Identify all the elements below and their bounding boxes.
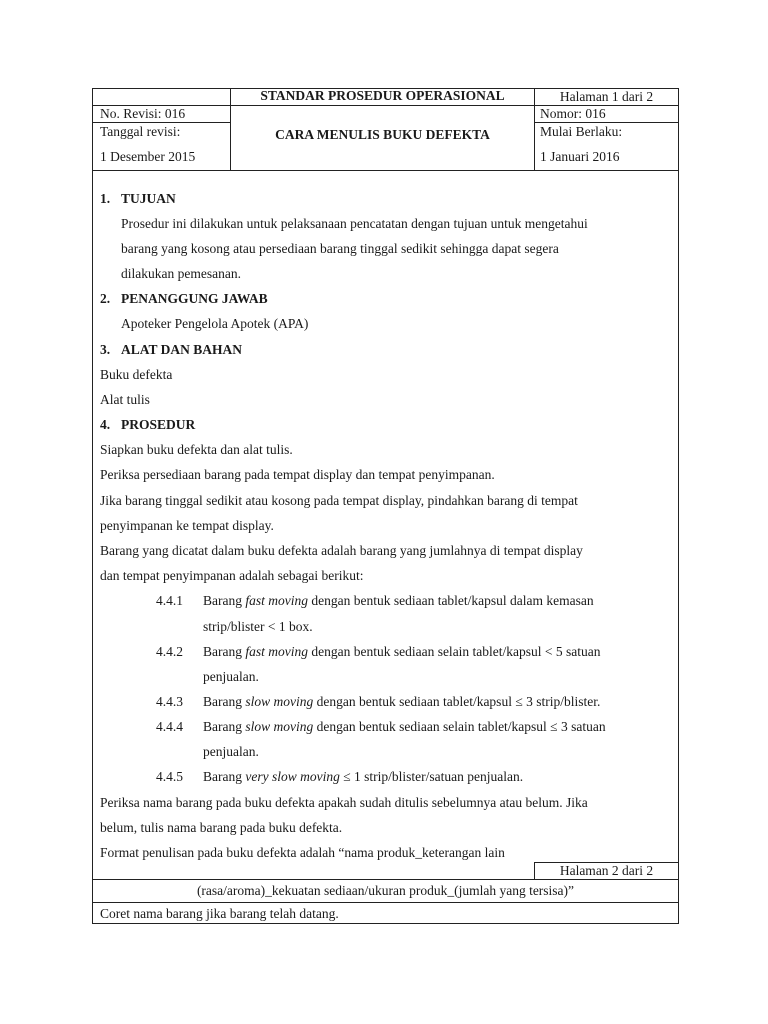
page-2-indicator: Halaman 2 dari 2 bbox=[559, 863, 654, 878]
sop-title: STANDAR PROSEDUR OPERASIONAL bbox=[260, 88, 505, 103]
section-2-title: PENANGGUNG JAWAB bbox=[121, 291, 268, 306]
page2-divider-2 bbox=[92, 902, 679, 903]
revision-number: No. Revisi: 016 bbox=[100, 106, 186, 121]
subitem-text: Barang fast moving dengan bentuk sediaan tablet/kapsul dalam kemasan bbox=[203, 593, 594, 608]
section-4-after-line: belum, tulis nama barang pada buku defekta. bbox=[100, 820, 343, 835]
section-3-item: Alat tulis bbox=[100, 392, 150, 407]
section-1-line: dilakukan pemesanan. bbox=[121, 266, 241, 281]
effective-date: 1 Januari 2016 bbox=[540, 149, 620, 164]
border-right bbox=[678, 88, 679, 924]
section-1-number: 1. bbox=[100, 191, 111, 206]
revision-date: 1 Desember 2015 bbox=[100, 149, 196, 164]
border-bottom bbox=[92, 923, 679, 924]
section-4-line: Jika barang tinggal sedikit atau kosong pada tempat display, pindahkan barang di tempat bbox=[100, 493, 578, 508]
section-4-line: dan tempat penyimpanan adalah sebagai berikut: bbox=[100, 568, 364, 583]
section-4-line: Barang yang dicatat dalam buku defekta adalah barang yang jumlahnya di tempat display bbox=[100, 543, 583, 558]
section-4-line: Siapkan buku defekta dan alat tulis. bbox=[100, 442, 293, 457]
section-2-number: 2. bbox=[100, 291, 111, 306]
header-bottom bbox=[92, 170, 679, 171]
section-4-after-line: Format penulisan pada buku defekta adalah “nama produk_keterangan lain bbox=[100, 845, 505, 860]
section-3-item: Buku defekta bbox=[100, 367, 173, 382]
section-4-line: Periksa persediaan barang pada tempat display dan tempat penyimpanan. bbox=[100, 467, 495, 482]
subitem-text: Barang slow moving dengan bentuk sediaan selain tablet/kapsul ≤ 3 satuan bbox=[203, 719, 606, 734]
section-4-title: PROSEDUR bbox=[121, 417, 196, 432]
section-3-number: 3. bbox=[100, 342, 111, 357]
document-number: Nomor: 016 bbox=[540, 106, 606, 121]
section-2-line: Apoteker Pengelola Apotek (APA) bbox=[121, 316, 309, 331]
subitem-number: 4.4.2 bbox=[156, 644, 183, 659]
document-title: CARA MENULIS BUKU DEFEKTA bbox=[275, 127, 490, 142]
page2-divider bbox=[92, 879, 679, 880]
subitem-continuation: penjualan. bbox=[203, 669, 259, 684]
subitem-number: 4.4.5 bbox=[156, 769, 183, 784]
effective-label: Mulai Berlaku: bbox=[540, 124, 623, 139]
subitem-text: Barang fast moving dengan bentuk sediaan selain tablet/kapsul < 5 satuan bbox=[203, 644, 601, 659]
section-1-line: Prosedur ini dilakukan untuk pelaksanaan pencatatan dengan tujuan untuk mengetahui bbox=[121, 216, 588, 231]
section-1-line: barang yang kosong atau persediaan barang tinggal sedikit sehingga dapat segera bbox=[121, 241, 559, 256]
subitem-continuation: strip/blister < 1 box. bbox=[203, 619, 313, 634]
subitem-continuation: penjualan. bbox=[203, 744, 259, 759]
subitem-text: Barang very slow moving ≤ 1 strip/blister/satuan penjualan. bbox=[203, 769, 524, 784]
section-1-title: TUJUAN bbox=[121, 191, 176, 206]
subitem-number: 4.4.1 bbox=[156, 593, 183, 608]
header-divider-right bbox=[534, 122, 679, 123]
section-4-line: penyimpanan ke tempat display. bbox=[100, 518, 274, 533]
section-4-number: 4. bbox=[100, 417, 111, 432]
subitem-number: 4.4.3 bbox=[156, 694, 183, 709]
section-4-after-line: Periksa nama barang pada buku defekta apakah sudah ditulis sebelumnya atau belum. Jika bbox=[100, 795, 588, 810]
page-2-last-line: Coret nama barang jika barang telah datang. bbox=[100, 906, 339, 921]
page-2-continued-line: (rasa/aroma)_kekuatan sediaan/ukuran produk_(jumlah yang tersisa)” bbox=[196, 883, 575, 898]
border-left bbox=[92, 88, 93, 924]
header-divider-left bbox=[92, 122, 230, 123]
revision-date-label: Tanggal revisi: bbox=[100, 124, 181, 139]
section-3-title: ALAT DAN BAHAN bbox=[121, 342, 243, 357]
subitem-number: 4.4.4 bbox=[156, 719, 183, 734]
page-indicator: Halaman 1 dari 2 bbox=[559, 89, 654, 104]
subitem-text: Barang slow moving dengan bentuk sediaan tablet/kapsul ≤ 3 strip/blister. bbox=[203, 694, 601, 709]
